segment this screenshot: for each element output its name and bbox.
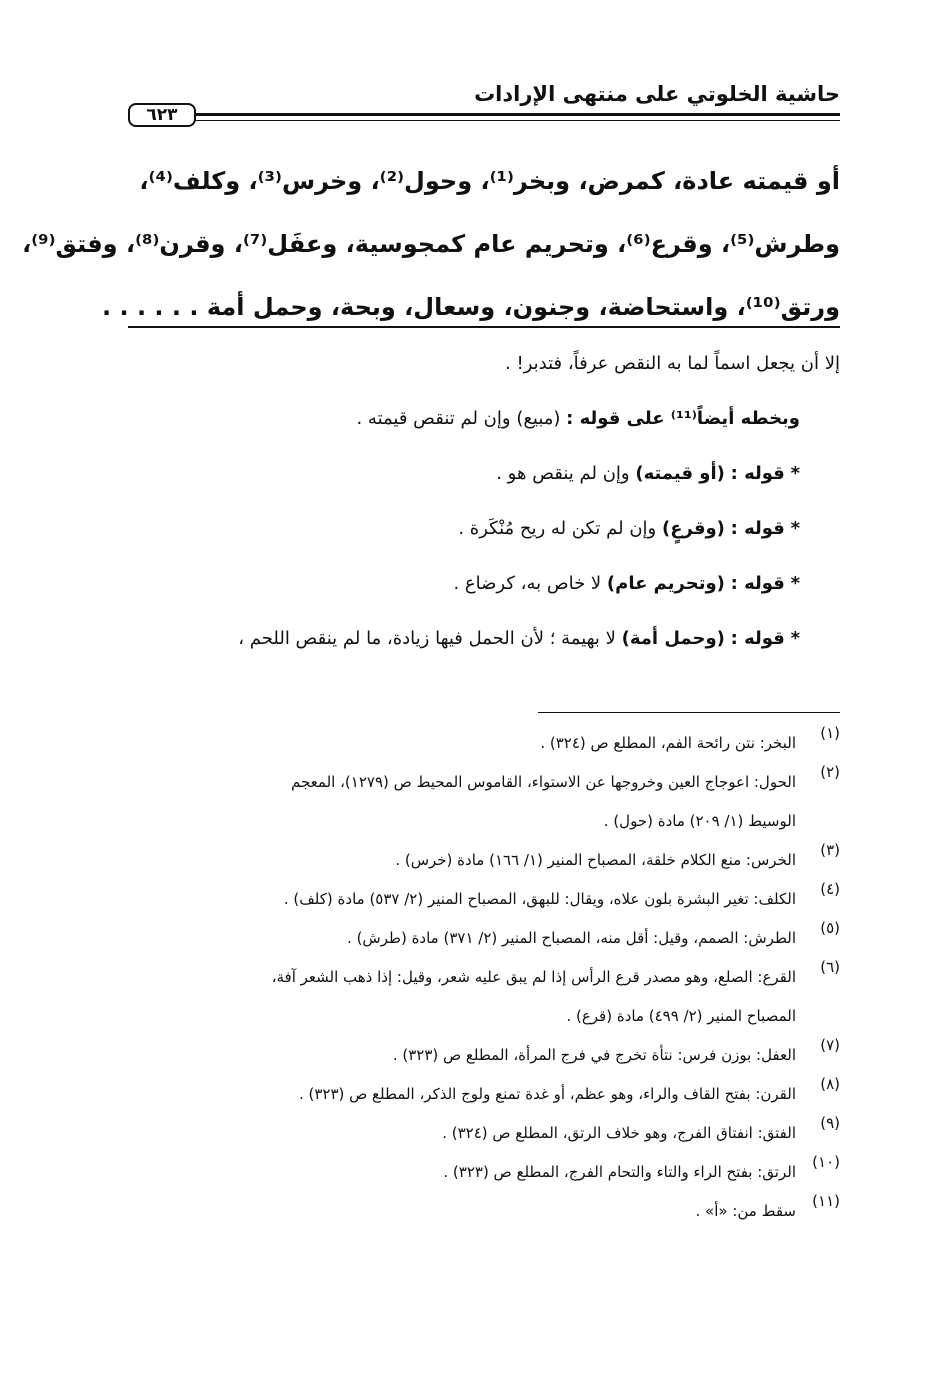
footnote-text: الطرش: الصمم، وقيل: أقل منه، المصباح المنير (٢/ ٣٧١) مادة (طرش) . [347, 929, 796, 947]
footnote-number: (٧) [820, 1036, 840, 1054]
footnote-text: الوسيط (١/ ٢٠٩) مادة (حول) . [603, 812, 796, 830]
commentary-item [128, 501, 840, 556]
commentary-text: وإن لم ينقص هو . [496, 463, 636, 484]
footnote-number: (٩) [820, 1114, 840, 1132]
qawluhu-label: قوله : [730, 573, 785, 594]
asterisk-marker: * [790, 518, 800, 539]
page-number-box: ٦٢٣ [128, 103, 196, 127]
commentary-text: (مبيع) وإن لم تنقص قيمته . [356, 408, 567, 429]
commentary-text: لا بهيمة ؛ لأن الحمل فيها زيادة، ما لم ينقص اللحم ، [238, 628, 622, 649]
footnote [128, 958, 840, 1036]
footnote [128, 1036, 840, 1075]
qawluhu-label: قوله : [730, 518, 785, 539]
footnote-text: القرن: بفتح القاف والراء، وهو عظم، أو غدة تمنع ولوج الذكر، المطلع ص (٣٢٣) . [298, 1085, 796, 1103]
footnote-number: (٦) [820, 958, 840, 976]
footnote [128, 1114, 840, 1153]
matn-line: ورتق⁽¹⁰⁾، واستحاضة، وجنون، وسعال، وبحة، وحمل أمة . . . . . . [102, 293, 840, 321]
header-rule-thin [196, 120, 840, 121]
commentary-item [128, 556, 840, 611]
matn-separator-rule [128, 326, 840, 328]
asterisk-marker: * [790, 573, 800, 594]
quoted-term: (وتحريم عام) [606, 573, 725, 594]
footnote-number: (١) [820, 724, 840, 742]
footnote-text: الحول: اعوجاج العين وخروجها عن الاستواء، القاموس المحيط ص (١٢٧٩)، المعجم [291, 773, 796, 791]
asterisk-marker: * [790, 628, 800, 649]
matn-line: وطرش⁽⁵⁾، وقرع⁽⁶⁾، وتحريم عام كمجوسية، وعفَل⁽⁷⁾، وقرن⁽⁸⁾، وفتق⁽⁹⁾، [22, 230, 840, 258]
footnote-text: القرع: الصلع، وهو مصدر قرع الرأس إذا لم يبق عليه شعر، وقيل: إذا ذهب الشعر آفة، [271, 968, 796, 986]
footnote-number: (٤) [820, 880, 840, 898]
footnote-number: (٥) [820, 919, 840, 937]
footnote-text: سقط من: «أ» . [695, 1202, 796, 1220]
matn-text [22, 150, 840, 339]
header-rule [196, 113, 840, 116]
quoted-term: (وحمل أمة) [621, 628, 725, 649]
footnote-number: (٣) [820, 841, 840, 859]
footnote [128, 1075, 840, 1114]
footnote-separator-rule [538, 712, 840, 713]
footnote-text: العفل: بوزن فرس: نتأة تخرج في فرج المرأة، المطلع ص (٣٢٣) . [392, 1046, 796, 1064]
commentary-text: وإن لم تكن له ريح مُنْكَرة . [458, 518, 662, 539]
quoted-term: (أو قيمته) [635, 463, 725, 484]
footnote [128, 724, 840, 763]
footnotes-section [128, 724, 840, 1231]
footnote-number: (١١) [812, 1192, 840, 1210]
quoted-term: (وقرعٍ) [661, 518, 725, 539]
qawluhu-label: قوله : [730, 628, 785, 649]
footnote [128, 1192, 840, 1231]
footnote-number: (١٠) [812, 1153, 840, 1171]
footnote [128, 919, 840, 958]
matn-line: أو قيمته عادة، كمرض، وبخر⁽¹⁾، وحول⁽²⁾، وخرس⁽³⁾، وكلف⁽⁴⁾، [139, 167, 840, 195]
footnote-text: الفتق: انفتاق الفرج، وهو خلاف الرتق، المطلع ص (٣٢٤) . [442, 1124, 796, 1142]
commentary-line [128, 391, 840, 446]
asterisk-marker: * [790, 463, 800, 484]
commentary-line: إلا أن يجعل اسماً لما به النقص عرفاً، فتدبر! . [505, 353, 840, 374]
commentary-text: لا خاص به، كرضاع . [453, 573, 607, 594]
footnote-text: الخرس: منع الكلام خلقة، المصباح المنير (١/ ١٦٦) مادة (خرس) . [395, 851, 796, 869]
footnote-number: (٢) [820, 763, 840, 781]
qawluhu-label: قوله : [730, 463, 785, 484]
commentary-item [128, 446, 840, 501]
footnote-number: (٨) [820, 1075, 840, 1093]
commentary-lead: وبخطه أيضاً⁽¹¹⁾ على قوله : [566, 408, 800, 429]
footnote [128, 763, 840, 841]
running-header-title: حاشية الخلوتي على منتهى الإرادات [474, 82, 840, 106]
footnote-text: الكلف: تغير البشرة بلون علاه، ويقال: للبهق، المصباح المنير (٢/ ٥٣٧) مادة (كلف) . [283, 890, 796, 908]
footnote-text: الرتق: بفتح الراء والتاء والتحام الفرج، المطلع ص (٣٢٣) . [443, 1163, 796, 1181]
commentary-item [128, 611, 840, 666]
footnote-text: البخر: نتن رائحة الفم، المطلع ص (٣٢٤) . [540, 734, 796, 752]
footnote [128, 880, 840, 919]
footnote-text: المصباح المنير (٢/ ٤٩٩) مادة (قرع) . [566, 1007, 796, 1025]
footnote [128, 1153, 840, 1192]
footnote [128, 841, 840, 880]
commentary-section [128, 336, 840, 666]
